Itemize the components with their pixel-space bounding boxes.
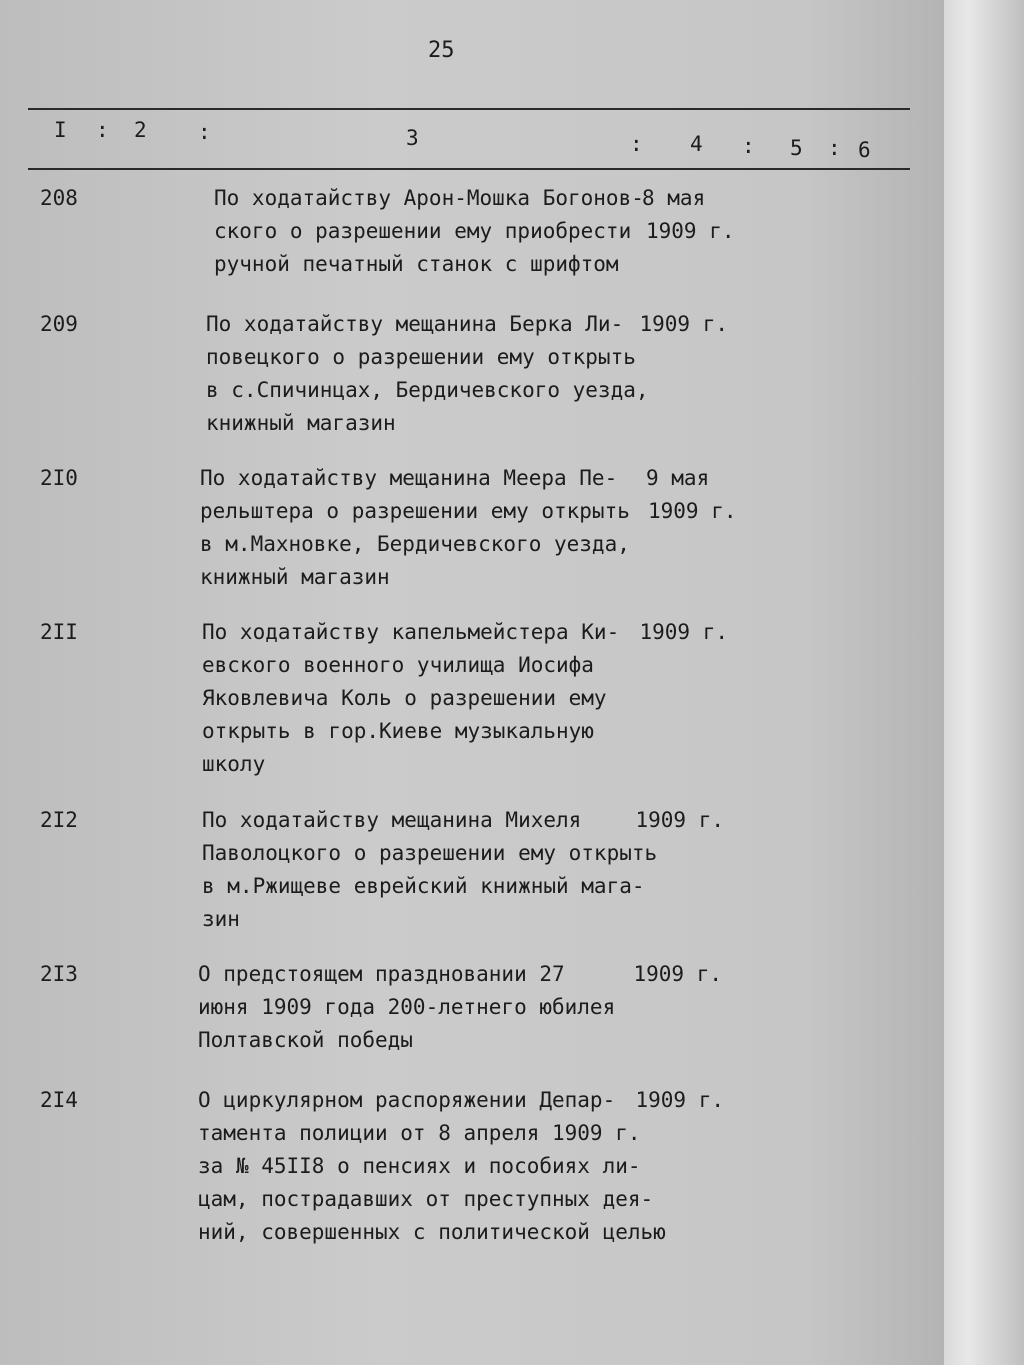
description-line: ручной печатный станок с шрифтом: [214, 252, 619, 276]
header-col-1: I: [54, 118, 67, 142]
entry-description: [214, 182, 664, 281]
entry-number: 2I3: [40, 962, 78, 986]
description-line: июня 1909 года 200-летнего юбилея: [198, 995, 616, 1019]
description-line: По ходатайству мещанина Михеля: [202, 808, 582, 832]
description-line: школу: [202, 752, 266, 776]
entry-date: [628, 616, 728, 649]
entry-date: [636, 462, 736, 528]
entry-number: 208: [40, 186, 78, 210]
header-col-3: 3: [406, 126, 419, 150]
description-line: По ходатайству Арон-Мошка Богонов-: [214, 186, 644, 210]
entry-number: 2I0: [40, 466, 78, 490]
page-number: 25: [428, 38, 455, 63]
description-line: По ходатайству мещанина Меера Пе-: [200, 466, 618, 490]
description-line: книжный магазин: [200, 565, 390, 589]
entry-number: 2I4: [40, 1088, 78, 1112]
description-line: Паволоцкого о разрешении ему открыть: [202, 841, 658, 865]
description-line: в м.Ржищеве еврейский книжный мага-: [202, 874, 645, 898]
description-line: тамента полиции от 8 апреля 1909 г.: [198, 1121, 641, 1145]
entry-description: [198, 958, 648, 1057]
header-col-5: 5: [790, 136, 803, 160]
header-separator: :: [198, 120, 211, 144]
entry-date: [628, 182, 735, 248]
description-line: ний, совершенных с политической целью: [198, 1220, 666, 1244]
description-line: О предстоящем праздновании 27: [198, 962, 565, 986]
description-line: книжный магазин: [206, 411, 396, 435]
date-line: 1909 г.: [646, 219, 735, 243]
description-line: евского военного училища Иосифа: [202, 653, 594, 677]
date-line: 1909 г.: [633, 962, 722, 986]
entry-description: [202, 804, 658, 936]
description-line: По ходатайству мещанина Берка Ли-: [206, 312, 624, 336]
description-line: цам, пострадавших от преступных дея-: [198, 1187, 654, 1211]
description-line: рельштера о разрешении ему открыть: [200, 499, 630, 523]
header-col-2: 2: [134, 118, 147, 142]
entry-date: [624, 1084, 724, 1117]
header-separator: :: [96, 118, 109, 142]
entry-date: [622, 958, 722, 991]
entry-date: [628, 308, 728, 341]
header-col-4: 4: [690, 132, 703, 156]
entry-number: 209: [40, 312, 78, 336]
entry-description: [202, 616, 652, 781]
description-line: в м.Махновке, Бердичевского уезда,: [200, 532, 630, 556]
date-line: 1909 г.: [648, 499, 737, 523]
table-header: [0, 112, 944, 166]
page-edge-background: [944, 0, 1024, 1365]
entry-date: [624, 804, 724, 837]
description-line: повецкого о разрешении ему открыть: [206, 345, 636, 369]
description-line: О циркулярном распоряжении Депар-: [198, 1088, 616, 1112]
date-line: 1909 г.: [635, 1088, 724, 1112]
description-line: зин: [202, 907, 240, 931]
description-line: за № 45II8 о пенсиях и пособиях ли-: [198, 1154, 641, 1178]
description-line: в с.Спичинцах, Бердичевского уезда,: [206, 378, 649, 402]
header-col-6: 6: [858, 138, 871, 162]
entry-description: [200, 462, 650, 594]
header-separator: :: [742, 134, 755, 158]
description-line: ского о разрешении ему приобрести: [214, 219, 632, 243]
date-line: 1909 г.: [639, 312, 728, 336]
entry-number: 2II: [40, 620, 78, 644]
entry-description: [198, 1084, 666, 1249]
header-bottom-rule: [28, 168, 910, 170]
header-top-rule: [28, 108, 910, 110]
header-separator: :: [630, 132, 643, 156]
description-line: По ходатайству капельмейстера Ки-: [202, 620, 620, 644]
date-line: 9 мая: [646, 466, 710, 490]
date-line: 1909 г.: [639, 620, 728, 644]
description-line: Полтавской победы: [198, 1028, 413, 1052]
date-line: 8 мая: [642, 186, 706, 210]
header-separator: :: [828, 136, 841, 160]
entry-description: [206, 308, 656, 440]
date-line: 1909 г.: [635, 808, 724, 832]
description-line: открыть в гор.Киеве музыкальную: [202, 719, 594, 743]
entry-number: 2I2: [40, 808, 78, 832]
description-line: Яковлевича Коль о разрешении ему: [202, 686, 607, 710]
